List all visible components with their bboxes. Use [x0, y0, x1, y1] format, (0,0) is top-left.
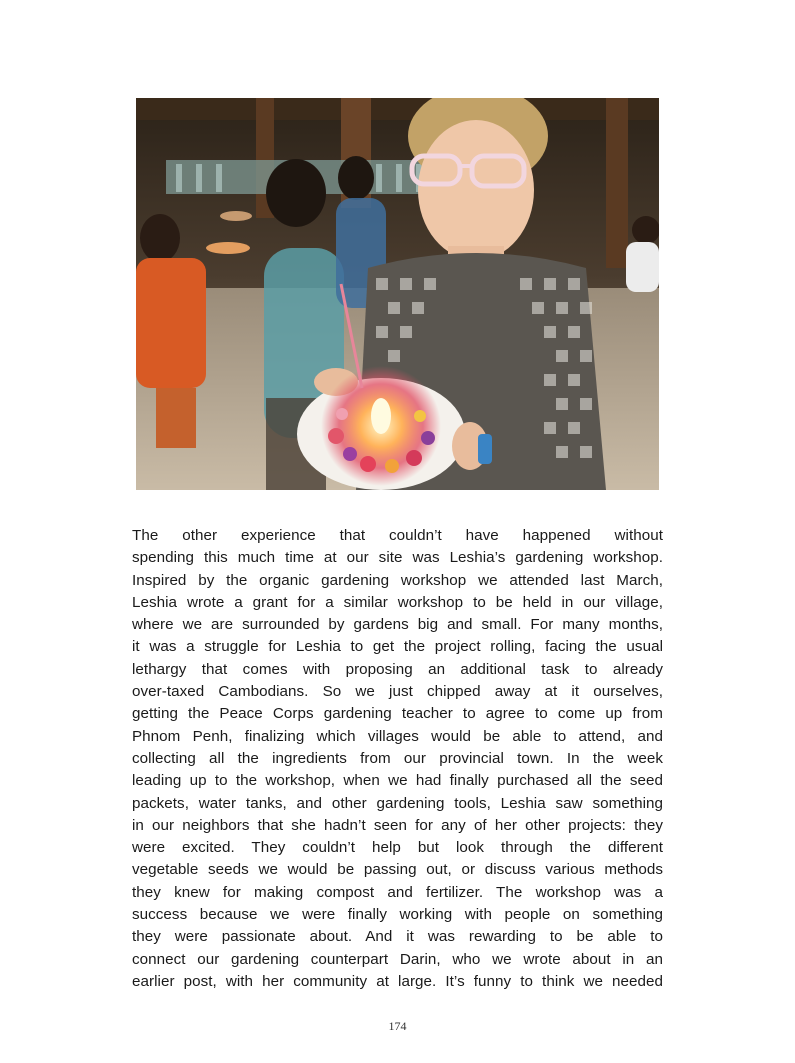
text-line: leading up to the workshop, when we had finally purchased all the seed: [132, 772, 663, 790]
text-line: Leshia wrote a grant for a similar workshop to be held in our village,: [132, 593, 663, 611]
text-line: lethargy that comes with proposing an additional task to already: [132, 660, 663, 678]
text-line: getting the Peace Corps gardening teacher to agree to come up from: [132, 705, 663, 723]
body-paragraph: [132, 525, 663, 993]
text-line: over-taxed Cambodians. So we just chipped away at it ourselves,: [132, 683, 663, 701]
text-line: success because we were finally working with people on something: [132, 906, 663, 924]
page-number: 174: [388, 1019, 407, 1033]
text-line: packets, water tanks, and other gardening tools, Leshia saw something: [132, 794, 663, 812]
text-line: in our neighbors that she hadn’t seen for any of her other projects: they: [132, 816, 663, 834]
text-line: collecting all the ingredients from our provincial town. In the week: [132, 749, 663, 767]
text-line: they were passionate about. And it was rewarding to be able to: [132, 928, 663, 946]
text-line: connect our gardening counterpart Darin, who we wrote about in an: [132, 950, 663, 968]
text-line: they knew for making compost and fertilizer. The workshop was a: [132, 883, 663, 901]
text-line: were excited. They couldn’t help but look through the different: [132, 839, 663, 857]
text-line: vegetable seeds we would be passing out, or discuss various methods: [132, 861, 663, 879]
photo-illustration: [136, 98, 659, 490]
text-line: it was a struggle for Leshia to get the project rolling, facing the usual: [132, 638, 663, 656]
text-line: Inspired by the organic gardening workshop we attended last March,: [132, 571, 663, 589]
text-line: earlier post, with her community at large. It’s funny to think we needed: [132, 972, 663, 990]
text-line: Phnom Penh, finalizing which villages would be able to attend, and: [132, 727, 663, 745]
photo: [136, 98, 659, 490]
text-line: The other experience that couldn’t have happened without: [132, 527, 663, 544]
text-line: spending this much time at our site was Leshia’s gardening workshop.: [132, 549, 663, 567]
text-line: where we are surrounded by gardens big and small. For many months,: [132, 616, 663, 634]
